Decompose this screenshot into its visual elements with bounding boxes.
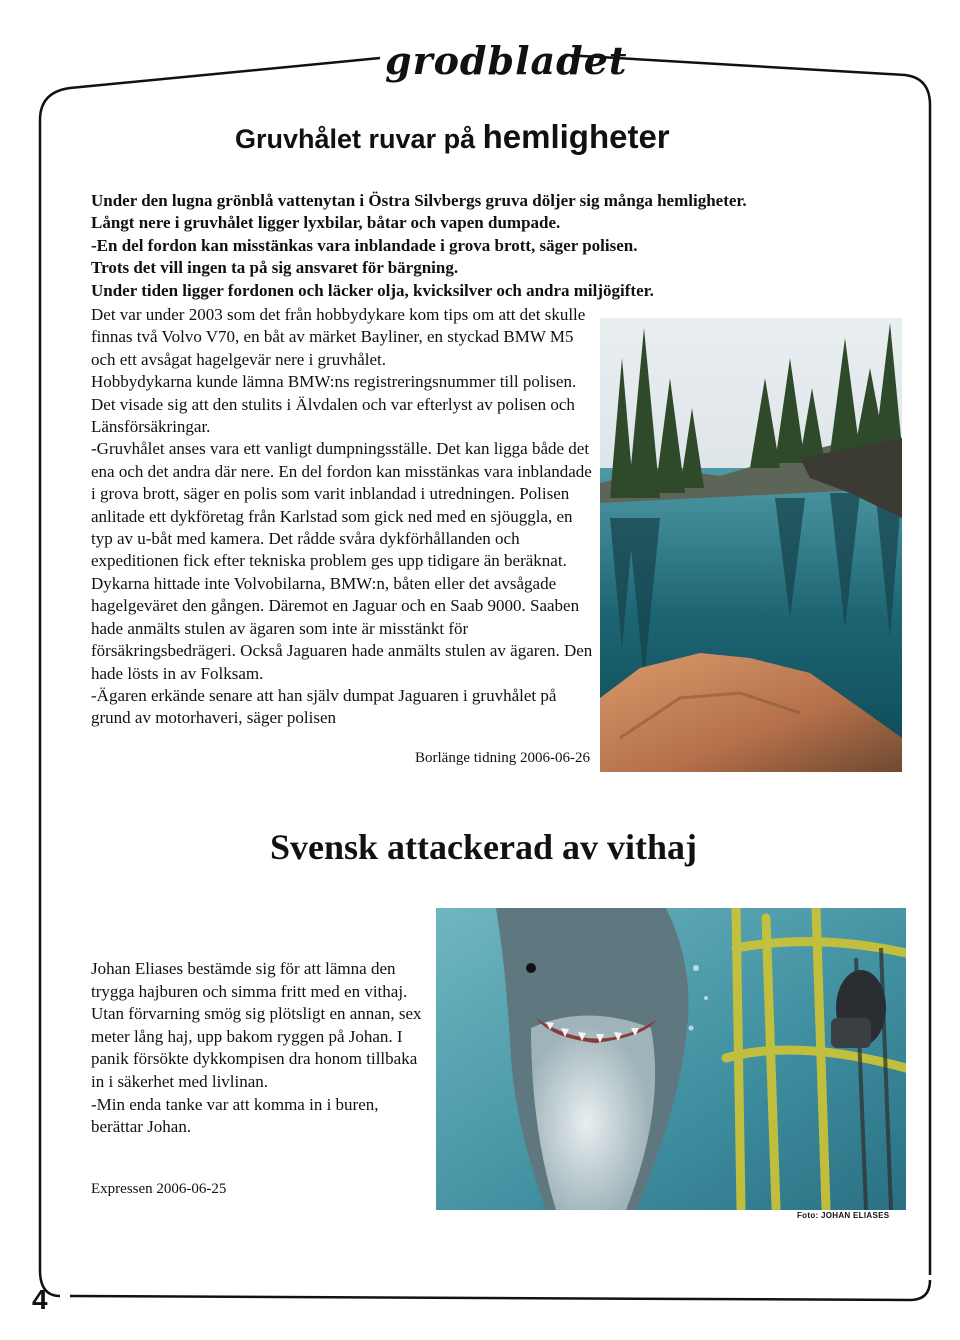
article1-body [91,304,596,730]
body-paragraph: -Gruvhålet anses vara ett vanligt dumpningsställe. Det kan ligga både det ena och det andra där nere. En del fordon kan misstänkas vara inblandade i grova brott, säger en polis som varit inblandad i utredningen. Polisen anlitade ett dykföretag från Karlstad som gick ned med en sjöuggla, en typ av u-båt med kamera. Det rådde svåra dykförhållanden och expeditionen fick efter tekniska problem ges upp tidigare än beräknat. [91,439,592,571]
article1-lead [91,190,881,302]
masthead-logo: grodbladet [385,38,628,83]
lead-line: Trots det vill ingen ta på sig ansvaret för bärgning. [91,258,459,278]
article2-body [91,958,426,1139]
body-paragraph: Johan Eliases bestämde sig för att lämna den trygga hajburen och simma fritt med en vithaj. Utan förvarning smög sig plötsligt en annan, sex meter lång haj, upp bakom ryggen på Johan. I panik försökte dykkompisen dra honom tillbaka in i säkerhet med livlinan. [91,959,422,1091]
body-paragraph: -Ägaren erkände senare att han själv dumpat Jaguaren i gruvhålet på grund av motorhaveri, säger polisen [91,685,557,728]
article2-title: Svensk attackerad av vithaj [270,827,698,867]
article1-title-part1: Gruvhålet ruvar på [235,124,483,154]
article1-source: Borlänge tidning 2006-06-26 [415,750,590,766]
lead-line: Långt nere i gruvhålet ligger lyxbilar, båtar och vapen dumpade. [91,213,561,233]
article2-source: Expressen 2006-06-25 [91,1181,227,1197]
body-paragraph: -Min enda tanke var att komma in i buren, berättar Johan. [91,1094,379,1137]
quarry-lake-photo [600,318,902,772]
body-paragraph: Dykarna hittade inte Volvobilarna, BMW:n, båten eller det avsågade hagelgeväret den gången. Däremot en Jaguar och en Saab 9000. Saaben hade anmälts stulen av ägaren som inte är misstänkt för försäkringsbedrägeri. Också Jaguaren hade anmälts stulen av ägaren. Den hade lösts in av Folksam. [91,573,593,683]
page-number: 4 [32,1284,48,1315]
lead-line: Under tiden ligger fordonen och läcker olja, kvicksilver och andra miljögifter. [91,280,654,300]
lead-line: Under den lugna grönblå vattenytan i Östra Silvbergs gruva döljer sig många hemligheter. [91,191,747,210]
photo-credit: Foto: JOHAN ELIASES [797,1211,890,1220]
lead-line: -En del fordon kan misstänkas vara inblandade i grova brott, säger polisen. [91,235,638,255]
article1-title [235,118,670,156]
body-paragraph: Hobbydykarna kunde lämna BMW:ns registreringsnummer till polisen. Det visade sig att den stulits i Älvdalen och var efterlyst av polisen och Länsförsäkringar. [91,372,577,437]
shark-cage-photo [436,908,906,1210]
article1-title-part2: hemligheter [482,118,670,155]
body-paragraph: Det var under 2003 som det från hobbydykare kom tips om att det skulle finnas två Volvo V70, en båt av märket Bayliner, en styckad BMW M5 och ett avsågat hagelgevär nere i gruvhålet. [91,305,586,369]
